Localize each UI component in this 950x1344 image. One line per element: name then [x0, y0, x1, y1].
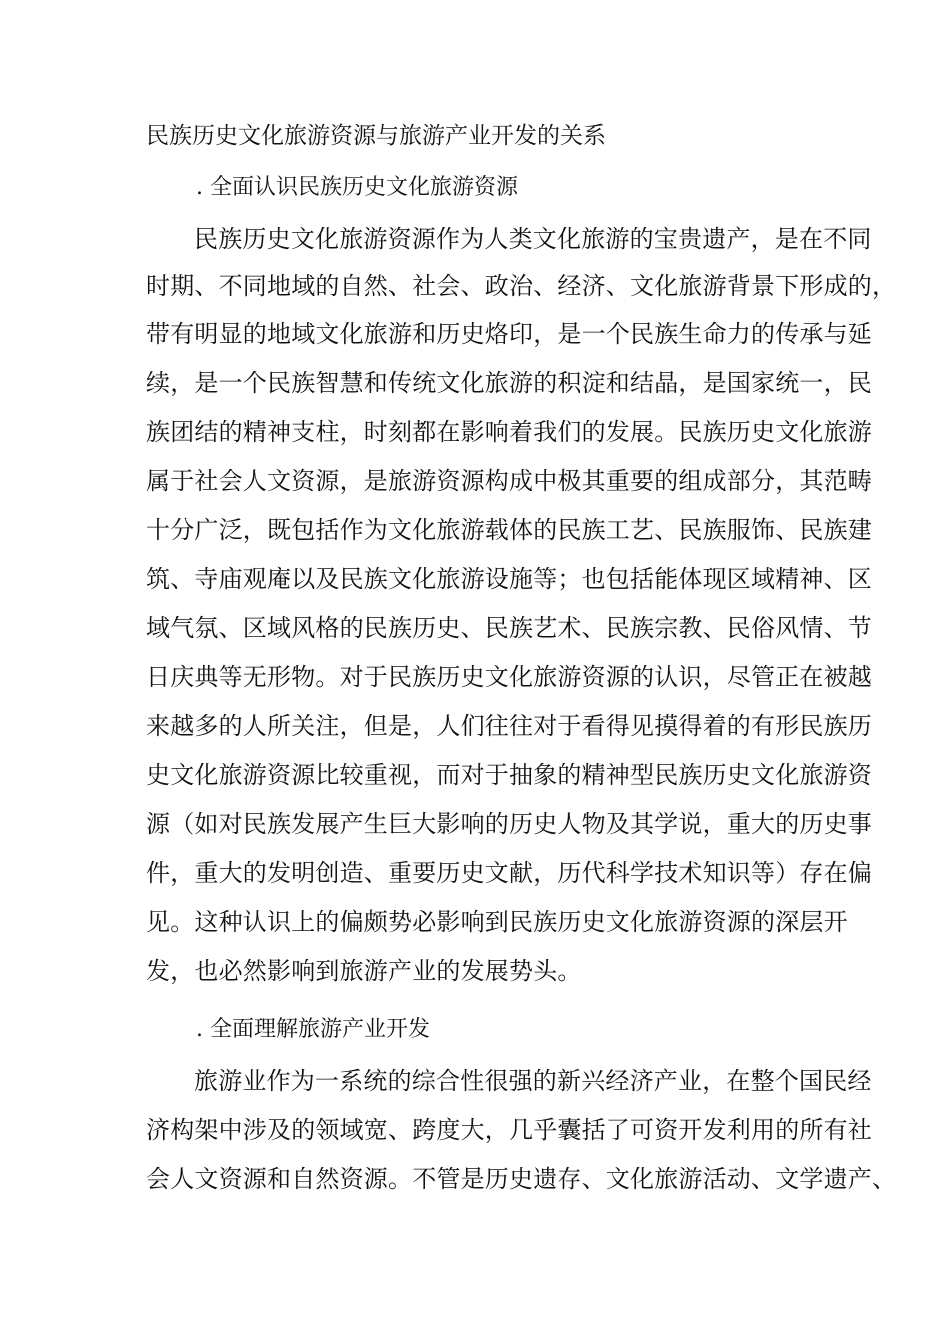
paragraph-line: 域气氛、区域风格的民族历史、民族艺术、民族宗教、民俗风情、节: [146, 614, 872, 642]
paragraph-line: 民族历史文化旅游资源作为人类文化旅游的宝贵遗产，是在不同: [194, 225, 872, 253]
paragraph-line: 发，也必然影响到旅游产业的发展势头。: [146, 957, 582, 985]
paragraph-line: 续，是一个民族智慧和传统文化旅游的积淀和结晶，是国家统一，民: [146, 369, 872, 397]
document-title: 民族历史文化旅游资源与旅游产业开发的关系: [146, 123, 606, 149]
paragraph-line: 日庆典等无形物。对于民族历史文化旅游资源的认识，尽管正在被越: [146, 663, 872, 691]
paragraph-line: 源（如对民族发展产生巨大影响的历史人物及其学说，重大的历史事: [146, 810, 872, 838]
section-heading-industry: . 全面理解旅游产业开发: [196, 1017, 430, 1042]
paragraph-line: 属于社会人文资源，是旅游资源构成中极其重要的组成部分，其范畴: [146, 467, 872, 495]
paragraph-line: 族团结的精神支柱，时刻都在影响着我们的发展。民族历史文化旅游: [146, 418, 872, 446]
paragraph-line: 时期、不同地域的自然、社会、政治、经济、文化旅游背景下形成的，: [146, 272, 897, 300]
paragraph-line: 旅游业作为一系统的综合性很强的新兴经济产业，在整个国民经: [194, 1067, 872, 1095]
paragraph-line: 会人文资源和自然资源。不管是历史遗存、文化旅游活动、文学遗产、: [146, 1165, 897, 1193]
paragraph-line: 见。这种认识上的偏颇势必影响到民族历史文化旅游资源的深层开: [146, 908, 848, 936]
paragraph-line: 筑、寺庙观庵以及民族文化旅游设施等；也包括能体现区域精神、区: [146, 565, 872, 593]
paragraph-line: 济构架中涉及的领域宽、跨度大，几乎囊括了可资开发利用的所有社: [146, 1116, 872, 1144]
section-heading-resources: . 全面认识民族历史文化旅游资源: [196, 175, 518, 200]
paragraph-line: 史文化旅游资源比较重视，而对于抽象的精神型民族历史文化旅游资: [146, 761, 872, 789]
paragraph-line: 件，重大的发明创造、重要历史文献，历代科学技术知识等）存在偏: [146, 859, 872, 887]
paragraph-line: 带有明显的地域文化旅游和历史烙印，是一个民族生命力的传承与延: [146, 320, 872, 348]
paragraph-line: 十分广泛，既包括作为文化旅游载体的民族工艺、民族服饰、民族建: [146, 516, 872, 544]
paragraph-line: 来越多的人所关注，但是，人们往往对于看得见摸得着的有形民族历: [146, 712, 872, 740]
